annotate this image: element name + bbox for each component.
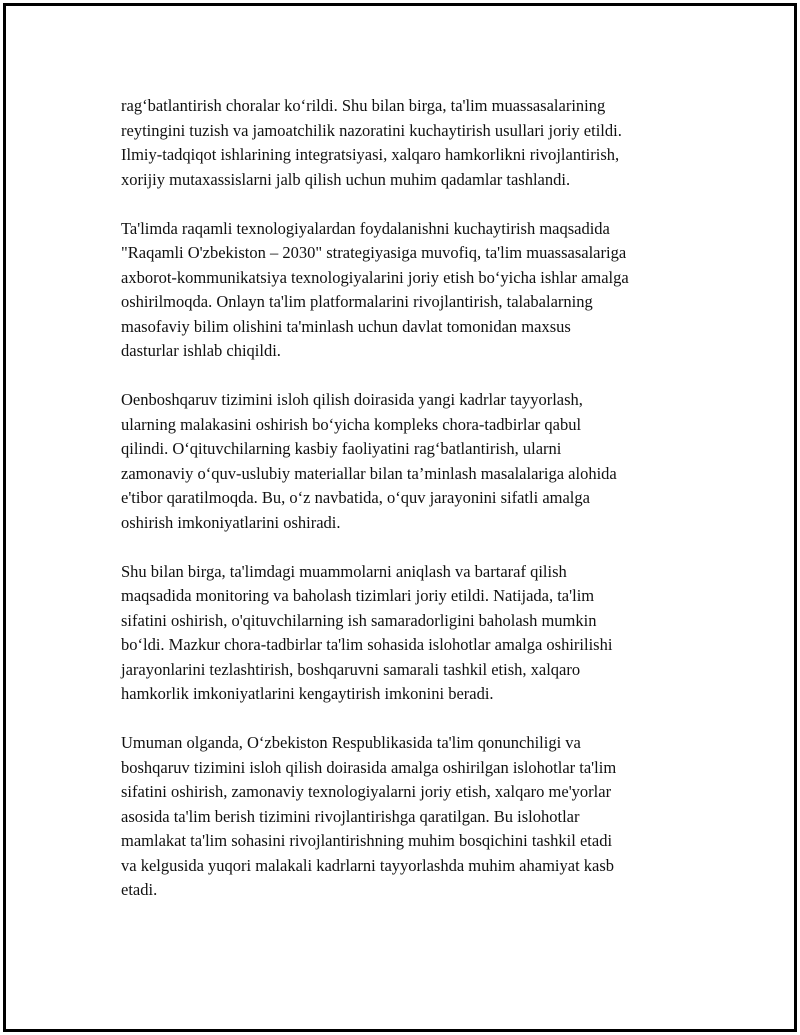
paragraph-3 (121, 388, 681, 535)
text-line: Ilmiy-tadqiqot ishlarining integratsiyasi, xalqaro hamkorlikni rivojlantirish, (121, 145, 620, 164)
text-line: asosida ta'lim berish tizimini rivojlantirishga qaratilgan. Bu islohotlar (121, 806, 580, 826)
text-line: zamonaviy o‘quv-uslubiy materiallar bilan ta’minlash masalalariga alohida (121, 463, 617, 483)
text-line: rag‘batlantirish choralar ko‘rildi. Shu bilan birga, ta'lim muassasalarining (121, 96, 606, 115)
paragraph-4 (121, 560, 681, 707)
text-line: mamlakat ta'lim sohasini rivojlantirishning muhim bosqichini tashkil etadi (121, 831, 613, 850)
text-line: oshirish imkoniyatlarini oshiradi. (121, 512, 341, 532)
text-line: xorijiy mutaxassislarni jalb qilish uchun muhim qadamlar tashlandi. (121, 169, 571, 189)
text-line: dasturlar ishlab chiqildi. (121, 341, 281, 360)
text-line: axborot-kommunikatsiya texnologiyalarini joriy etish bo‘yicha ishlar amalga (121, 267, 629, 287)
text-line: masofaviy bilim olishini ta'minlash uchun davlat tomonidan maxsus (121, 316, 571, 336)
text-line: jarayonlarini tezlashtirish, boshqaruvni samarali tashkil etish, xalqaro (121, 659, 581, 679)
document-page (3, 3, 797, 1032)
text-line: sifatini oshirish, zamonaviy texnologiyalarni joriy etish, xalqaro me'yorlar (121, 782, 612, 801)
text-line: va kelgusida yuqori malakali kadrlarni tayyorlashda muhim ahamiyat kasb (121, 855, 615, 875)
text-line: etadi. (121, 880, 158, 899)
text-line: Umuman olganda, O‘zbekiston Respublikasida ta'lim qonunchiligi va (121, 733, 581, 752)
text-line: hamkorlik imkoniyatlarini kengaytirish imkonini beradi. (121, 684, 494, 703)
paragraph-1 (121, 94, 681, 192)
text-line: Shu bilan birga, ta'limdagi muammolarni aniqlash va bartaraf qilish (121, 561, 567, 581)
text-line: Oenboshqaruv tizimini isloh qilish doirasida yangi kadrlar tayyorlash, (121, 390, 583, 409)
document-body (121, 94, 681, 927)
text-line: ularning malakasini oshirish bo‘yicha kompleks chora-tadbirlar qabul (121, 414, 582, 434)
text-line: e'tibor qaratilmoqda. Bu, o‘z navbatida, o‘quv jarayonini sifatli amalga (121, 488, 590, 507)
text-line: Ta'limda raqamli texnologiyalardan foydalanishni kuchaytirish maqsadida (121, 218, 610, 238)
text-line: bo‘ldi. Mazkur chora-tadbirlar ta'lim sohasida islohotlar amalga oshirilishi (121, 635, 613, 654)
text-line: "Raqamli O'zbekiston – 2030" strategiyasiga muvofiq, ta'lim muassasalariga (121, 243, 627, 262)
text-line: sifatini oshirish, o'qituvchilarning ish samaradorligini baholash mumkin (121, 610, 597, 630)
text-line: oshirilmoqda. Onlayn ta'lim platformalarini rivojlantirish, talabalarning (121, 292, 593, 311)
text-line: boshqaruv tizimini isloh qilish doirasida amalga oshirilgan islohotlar ta'lim (121, 757, 617, 777)
paragraph-5 (121, 731, 681, 903)
text-line: qilindi. O‘qituvchilarning kasbiy faoliyatini rag‘batlantirish, ularni (121, 439, 562, 458)
paragraph-2 (121, 217, 681, 364)
text-line: reytingini tuzish va jamoatchilik nazoratini kuchaytirish usullari joriy etildi. (121, 120, 622, 140)
text-line: maqsadida monitoring va baholash tizimlari joriy etildi. Natijada, ta'lim (121, 586, 595, 605)
